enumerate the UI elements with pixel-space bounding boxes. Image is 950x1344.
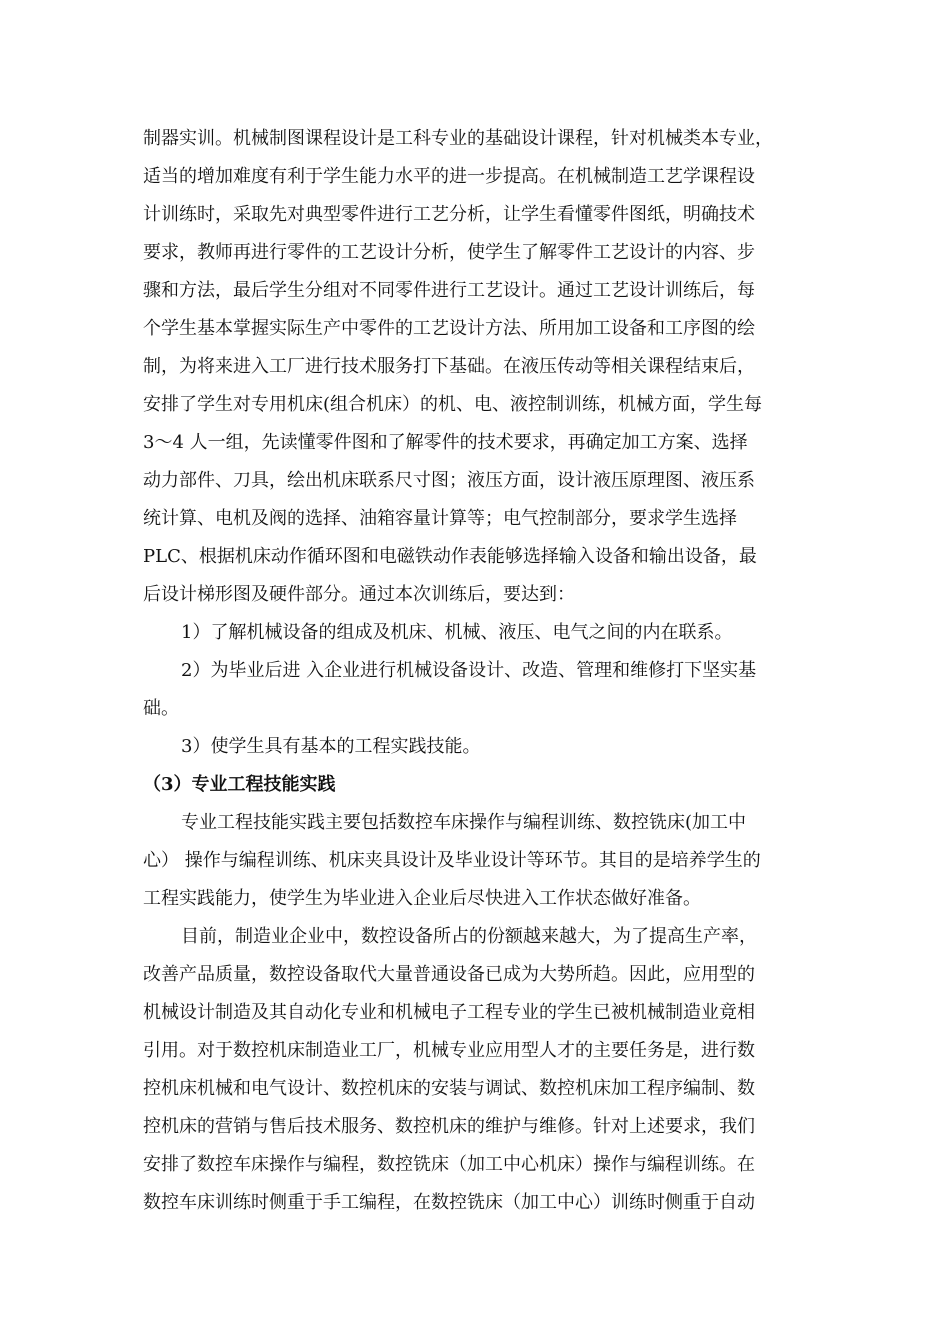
text-line: 目前，制造业企业中，数控设备所占的份额越来越大，为了提高生产率， — [181, 926, 757, 947]
text-line: 控机床的营销与售后技术服务、数控机床的维护与维修。针对上述要求，我们 — [143, 1116, 755, 1137]
text-line: 3～4 人一组，先读懂零件图和了解零件的技术要求，再确定加工方案、选择 — [143, 432, 748, 453]
list-item: 2）为毕业后进 入企业进行机械设备设计、改造、管理和维修打下坚实基 — [181, 660, 757, 681]
text-line: 制器实训。机械制图课程设计是工科专业的基础设计课程，针对机械类本专业， — [143, 128, 773, 149]
text-line: 计训练时，采取先对典型零件进行工艺分析，让学生看懂零件图纸，明确技术 — [143, 204, 755, 225]
list-item: 1）了解机械设备的组成及机床、机械、液压、电气之间的内在联系。 — [181, 622, 733, 643]
list-item: 3）使学生具有基本的工程实践技能。 — [181, 736, 481, 757]
text-line: 动力部件、刀具，绘出机床联系尺寸图；液压方面，设计液压原理图、液压系 — [143, 470, 755, 491]
text-line: 骤和方法，最后学生分组对不同零件进行工艺设计。通过工艺设计训练后，每 — [143, 280, 755, 301]
text-line: PLC、根据机床动作循环图和电磁铁动作表能够选择输入设备和输出设备，最 — [143, 546, 757, 567]
section-heading: （3）专业工程技能实践 — [143, 774, 336, 795]
text-line: 制，为将来进入工厂进行技术服务打下基础。在液压传动等相关课程结束后， — [143, 356, 755, 377]
text-line: 适当的增加难度有利于学生能力水平的进一步提高。在机械制造工艺学课程设 — [143, 166, 755, 187]
text-line: 安排了数控车床操作与编程，数控铣床（加工中心机床）操作与编程训练。在 — [143, 1154, 755, 1175]
text-line: 改善产品质量，数控设备取代大量普通设备已成为大势所趋。因此，应用型的 — [143, 964, 755, 985]
text-line: 安排了学生对专用机床(组合机床）的机、电、液控制训练，机械方面，学生每 — [143, 394, 763, 415]
text-line: 心） 操作与编程训练、机床夹具设计及毕业设计等环节。其目的是培养学生的 — [143, 850, 761, 871]
text-line: 统计算、电机及阀的选择、油箱容量计算等；电气控制部分，要求学生选择 — [143, 508, 737, 529]
list-item-continuation: 础。 — [143, 698, 179, 719]
text-line: 专业工程技能实践主要包括数控车床操作与编程训练、数控铣床(加工中 — [181, 812, 747, 833]
text-line: 工程实践能力，使学生为毕业进入企业后尽快进入工作状态做好准备。 — [143, 888, 701, 909]
text-line: 数控车床训练时侧重于手工编程，在数控铣床（加工中心）训练时侧重于自动 — [143, 1192, 755, 1213]
text-line: 引用。对于数控机床制造业工厂，机械专业应用型人才的主要任务是，进行数 — [143, 1040, 755, 1061]
text-line: 控机床机械和电气设计、数控机床的安装与调试、数控机床加工程序编制、数 — [143, 1078, 755, 1099]
text-line: 后设计梯形图及硬件部分。通过本次训练后，要达到： — [143, 584, 575, 605]
text-line: 机械设计制造及其自动化专业和机械电子工程专业的学生已被机械制造业竟相 — [143, 1002, 755, 1023]
text-line: 要求，教师再进行零件的工艺设计分析，使学生了解零件工艺设计的内容、步 — [143, 242, 755, 263]
text-line: 个学生基本掌握实际生产中零件的工艺设计方法、所用加工设备和工序图的绘 — [143, 318, 755, 339]
